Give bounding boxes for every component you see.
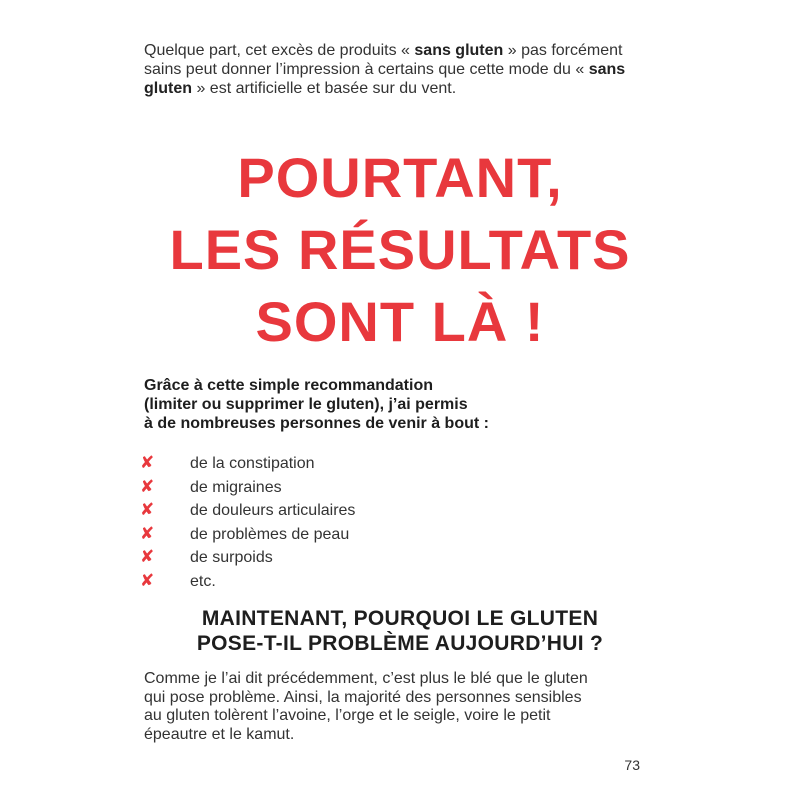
intro-text-3: » est artificielle et basée sur du vent. xyxy=(192,80,457,97)
lead-paragraph xyxy=(144,376,604,433)
list-item-label: de migraines xyxy=(190,478,282,496)
cross-mark-icon: ✘ xyxy=(140,476,155,496)
section-heading-line-1: MAINTENANT, POURQUOI LE GLUTEN xyxy=(201,607,599,630)
body-line-2: qui pose problème. Ainsi, la majorité des personnes sensibles xyxy=(144,688,582,706)
list-item xyxy=(140,451,355,475)
intro-text-1: Quelque part, cet excès de produits « xyxy=(144,42,415,59)
list-item xyxy=(140,475,355,499)
headline-line-2: LES RÉSULTATS xyxy=(169,218,631,281)
intro-bold-1: sans gluten xyxy=(414,42,504,59)
section-heading xyxy=(0,606,800,656)
list-item xyxy=(140,498,355,522)
intro-bold-2: sans gluten xyxy=(144,61,626,97)
headline-line-1: POURTANT, xyxy=(237,146,563,209)
section-heading-line-2: POSE-T-IL PROBLÈME AUJOURD’HUI ? xyxy=(196,632,604,655)
cross-mark-icon: ✘ xyxy=(140,547,155,566)
lead-line-3: à de nombreuses personnes de venir à bout : xyxy=(144,415,489,432)
body-paragraph xyxy=(144,670,664,744)
lead-line-2: (limiter ou supprimer le gluten), j’ai permis xyxy=(144,396,468,413)
cross-mark-icon: ✘ xyxy=(140,500,155,519)
body-line-3: au gluten tolèrent l’avoine, l’orge et le seigle, voire le petit xyxy=(144,707,551,724)
list-item xyxy=(140,569,355,593)
list-item-label: de douleurs articulaires xyxy=(190,502,356,519)
results-list xyxy=(140,451,355,592)
cross-mark-icon: ✘ xyxy=(140,523,155,543)
intro-text-2: » pas forcément sains peut donner l’impression à certains que cette mode du « xyxy=(144,42,623,78)
list-item-label: de surpoids xyxy=(190,549,273,566)
cross-mark-icon: ✘ xyxy=(140,453,155,472)
body-line-1: Comme je l’ai dit précédemment, c’est plus le blé que le gluten xyxy=(144,670,588,687)
cross-mark-icon: ✘ xyxy=(140,570,155,590)
list-item xyxy=(140,522,355,546)
headline-line-3: SONT LÀ ! xyxy=(255,290,545,353)
list-item-label: etc. xyxy=(190,572,216,590)
headline xyxy=(0,142,800,358)
body-line-4: épeautre et le kamut. xyxy=(144,725,295,743)
page-number: 73 xyxy=(624,757,640,773)
lead-line-1: Grâce à cette simple recommandation xyxy=(144,377,433,394)
list-item-label: de problèmes de peau xyxy=(190,525,350,543)
list-item-label: de la constipation xyxy=(190,455,315,472)
list-item xyxy=(140,545,355,569)
intro-paragraph xyxy=(144,41,644,98)
